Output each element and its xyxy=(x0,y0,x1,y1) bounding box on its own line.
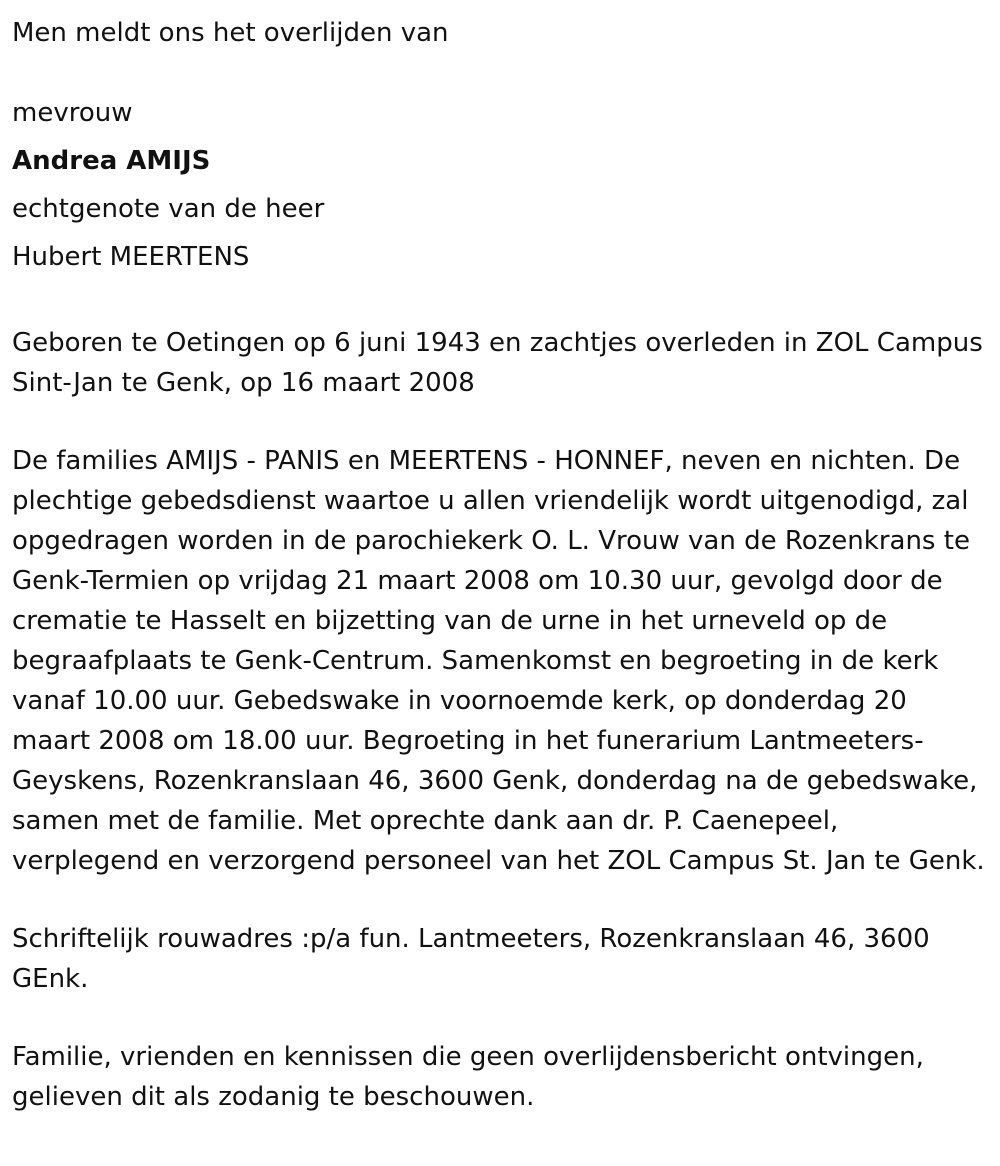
spacer xyxy=(12,57,988,89)
closing-paragraph: Familie, vrienden en kennissen die geen overlijdensbericht ontvingen, gelieven dit als zodanig te beschouwen. xyxy=(12,1042,924,1112)
details-paragraph: De families AMIJS - PANIS en MEERTENS - HONNEF, neven en nichten. De plechtige gebedsdienst waartoe u allen vriendelijk wordt uitgenodigd, zal opgedragen worden in de parochiekerk O. L. Vrouw van de Rozenkrans te Genk-Termien op vrijdag 21 maart 2008 om 10.30 uur, gevolgd door de crematie te Hasselt en bijzetting van de urne in het urneveld op de begraafplaats te Genk-Centrum. Samenkomst en begroeting in de kerk vanaf 10.00 uur. Gebedswake in voornoemde kerk, op donderdag 20 maart 2008 om 18.00 uur. Begroeting in het funerarium Lantmeeters-Geyskens, Rozenkranslaan 46, 3600 Genk, donderdag na de gebedswake, samen met de familie. Met oprechte dank aan dr. P. Caenepeel, verplegend en verzorgend personeel van het ZOL Campus St. Jan te Genk. xyxy=(12,446,985,876)
deceased-name: Andrea AMIJS xyxy=(12,146,211,176)
relation-text: echtgenote van de heer xyxy=(12,194,325,224)
address-paragraph: Schriftelijk rouwadres :p/a fun. Lantmeeters, Rozenkranslaan 46, 3600 GEnk. xyxy=(12,924,930,994)
spouse-name: Hubert MEERTENS xyxy=(12,242,250,272)
intro-text: Men meldt ons het overlijden van xyxy=(12,18,449,48)
birth-death-paragraph: Geboren te Oetingen op 6 juni 1943 en zachtjes overleden in ZOL Campus Sint-Jan te Genk, op 16 maart 2008 xyxy=(12,328,983,398)
deceased-title: mevrouw xyxy=(12,98,133,128)
